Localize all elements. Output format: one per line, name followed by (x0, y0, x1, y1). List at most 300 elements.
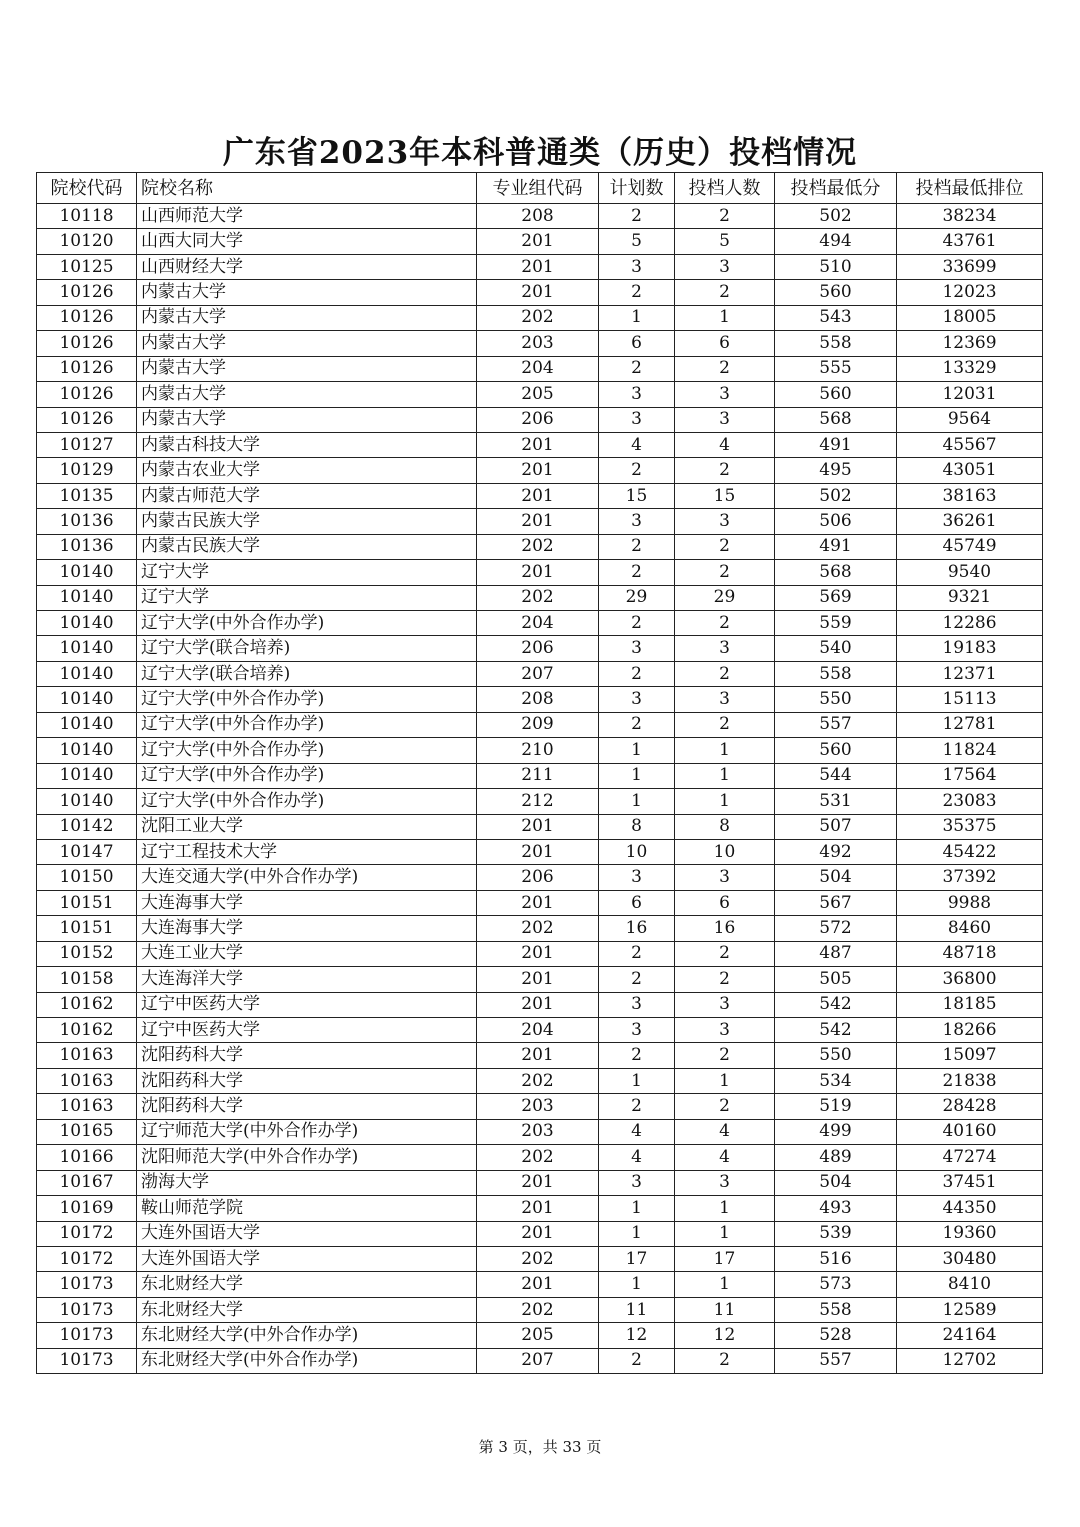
table-row (37, 992, 1043, 1017)
cell-group-code: 201 (477, 890, 599, 915)
cell-admitted-count: 1 (675, 1068, 775, 1093)
table-row (37, 1068, 1043, 1093)
table-row (37, 331, 1043, 356)
cell-school-code: 10140 (37, 763, 137, 788)
cell-plan-count: 1 (599, 738, 675, 763)
table-row (37, 483, 1043, 508)
cell-min-rank: 23083 (897, 789, 1043, 814)
cell-school-name: 大连外国语大学 (137, 1221, 477, 1246)
cell-school-code: 10126 (37, 280, 137, 305)
cell-plan-count: 3 (599, 687, 675, 712)
cell-group-code: 202 (477, 305, 599, 330)
cell-min-rank: 15097 (897, 1043, 1043, 1068)
cell-min-rank: 43761 (897, 229, 1043, 254)
cell-school-name: 辽宁工程技术大学 (137, 839, 477, 864)
cell-school-code: 10140 (37, 560, 137, 585)
cell-min-score: 531 (775, 789, 897, 814)
cell-group-code: 207 (477, 661, 599, 686)
cell-school-code: 10140 (37, 712, 137, 737)
cell-min-rank: 12031 (897, 382, 1043, 407)
cell-admitted-count: 17 (675, 1246, 775, 1271)
cell-min-rank: 9564 (897, 407, 1043, 432)
table-row (37, 407, 1043, 432)
cell-min-score: 504 (775, 865, 897, 890)
cell-min-rank: 9321 (897, 585, 1043, 610)
cell-group-code: 204 (477, 1018, 599, 1043)
cell-admitted-count: 2 (675, 941, 775, 966)
cell-min-score: 507 (775, 814, 897, 839)
cell-school-name: 大连工业大学 (137, 941, 477, 966)
table-row (37, 458, 1043, 483)
col-header-admitted-count: 投档人数 (675, 173, 775, 204)
cell-min-rank: 21838 (897, 1068, 1043, 1093)
cell-plan-count: 1 (599, 789, 675, 814)
cell-plan-count: 2 (599, 280, 675, 305)
cell-school-name: 辽宁大学(中外合作办学) (137, 763, 477, 788)
cell-school-name: 大连交通大学(中外合作办学) (137, 865, 477, 890)
table-row (37, 280, 1043, 305)
cell-plan-count: 4 (599, 1119, 675, 1144)
cell-school-code: 10136 (37, 509, 137, 534)
cell-plan-count: 3 (599, 865, 675, 890)
cell-min-rank: 47274 (897, 1145, 1043, 1170)
cell-admitted-count: 6 (675, 331, 775, 356)
cell-school-name: 东北财经大学(中外合作办学) (137, 1348, 477, 1373)
col-header-min-rank: 投档最低排位 (897, 173, 1043, 204)
cell-school-code: 10140 (37, 687, 137, 712)
cell-group-code: 204 (477, 611, 599, 636)
cell-min-rank: 12023 (897, 280, 1043, 305)
cell-plan-count: 2 (599, 941, 675, 966)
cell-group-code: 201 (477, 941, 599, 966)
cell-min-score: 572 (775, 916, 897, 941)
cell-school-code: 10166 (37, 1145, 137, 1170)
cell-min-rank: 38234 (897, 204, 1043, 229)
cell-group-code: 206 (477, 865, 599, 890)
cell-school-code: 10126 (37, 331, 137, 356)
table-row (37, 585, 1043, 610)
table-row (37, 611, 1043, 636)
cell-group-code: 201 (477, 992, 599, 1017)
cell-admitted-count: 1 (675, 763, 775, 788)
cell-plan-count: 10 (599, 839, 675, 864)
cell-admitted-count: 4 (675, 432, 775, 457)
cell-min-score: 491 (775, 534, 897, 559)
cell-school-name: 内蒙古师范大学 (137, 483, 477, 508)
cell-school-code: 10140 (37, 636, 137, 661)
cell-min-rank: 13329 (897, 356, 1043, 381)
cell-group-code: 204 (477, 356, 599, 381)
cell-admitted-count: 3 (675, 1170, 775, 1195)
cell-school-name: 内蒙古大学 (137, 356, 477, 381)
cell-min-rank: 36261 (897, 509, 1043, 534)
cell-school-name: 大连外国语大学 (137, 1246, 477, 1271)
cell-group-code: 205 (477, 382, 599, 407)
table-row (37, 1145, 1043, 1170)
cell-group-code: 201 (477, 280, 599, 305)
table-body (37, 204, 1043, 1374)
cell-min-score: 557 (775, 712, 897, 737)
cell-school-name: 辽宁大学(联合培养) (137, 636, 477, 661)
cell-min-score: 505 (775, 967, 897, 992)
cell-group-code: 201 (477, 483, 599, 508)
cell-min-score: 567 (775, 890, 897, 915)
page-footer: 第 3 页，共 33 页 (478, 1438, 602, 1456)
table-row (37, 1170, 1043, 1195)
cell-admitted-count: 3 (675, 254, 775, 279)
table-row (37, 941, 1043, 966)
cell-school-name: 辽宁大学(中外合作办学) (137, 738, 477, 763)
cell-min-rank: 8410 (897, 1272, 1043, 1297)
cell-group-code: 208 (477, 204, 599, 229)
cell-admitted-count: 2 (675, 661, 775, 686)
cell-group-code: 202 (477, 585, 599, 610)
cell-min-rank: 33699 (897, 254, 1043, 279)
table-row (37, 1043, 1043, 1068)
cell-min-rank: 48718 (897, 941, 1043, 966)
table-row (37, 1119, 1043, 1144)
cell-school-name: 内蒙古科技大学 (137, 432, 477, 457)
cell-plan-count: 1 (599, 1221, 675, 1246)
cell-group-code: 203 (477, 331, 599, 356)
cell-min-score: 542 (775, 1018, 897, 1043)
cell-min-score: 550 (775, 687, 897, 712)
cell-group-code: 202 (477, 1145, 599, 1170)
cell-group-code: 201 (477, 1170, 599, 1195)
cell-admitted-count: 1 (675, 1196, 775, 1221)
cell-school-name: 沈阳药科大学 (137, 1094, 477, 1119)
cell-admitted-count: 11 (675, 1297, 775, 1322)
cell-group-code: 201 (477, 1043, 599, 1068)
cell-min-rank: 40160 (897, 1119, 1043, 1144)
cell-min-rank: 45749 (897, 534, 1043, 559)
cell-group-code: 201 (477, 458, 599, 483)
col-header-school-name: 院校名称 (137, 173, 477, 204)
cell-min-score: 506 (775, 509, 897, 534)
cell-school-code: 10140 (37, 585, 137, 610)
cell-plan-count: 16 (599, 916, 675, 941)
table-row (37, 865, 1043, 890)
cell-min-rank: 19183 (897, 636, 1043, 661)
cell-admitted-count: 3 (675, 992, 775, 1017)
cell-plan-count: 3 (599, 382, 675, 407)
cell-min-rank: 45567 (897, 432, 1043, 457)
cell-plan-count: 15 (599, 483, 675, 508)
cell-min-rank: 18005 (897, 305, 1043, 330)
cell-school-code: 10173 (37, 1348, 137, 1373)
cell-group-code: 201 (477, 967, 599, 992)
cell-admitted-count: 2 (675, 458, 775, 483)
cell-group-code: 206 (477, 407, 599, 432)
cell-min-score: 504 (775, 1170, 897, 1195)
table-row (37, 890, 1043, 915)
cell-school-code: 10173 (37, 1323, 137, 1348)
cell-school-name: 内蒙古农业大学 (137, 458, 477, 483)
cell-school-code: 10129 (37, 458, 137, 483)
cell-admitted-count: 8 (675, 814, 775, 839)
cell-admitted-count: 4 (675, 1119, 775, 1144)
cell-admitted-count: 2 (675, 1094, 775, 1119)
cell-admitted-count: 3 (675, 865, 775, 890)
cell-min-score: 516 (775, 1246, 897, 1271)
cell-admitted-count: 3 (675, 407, 775, 432)
cell-admitted-count: 2 (675, 611, 775, 636)
col-header-plan-count: 计划数 (599, 173, 675, 204)
cell-min-rank: 12286 (897, 611, 1043, 636)
cell-admitted-count: 16 (675, 916, 775, 941)
cell-plan-count: 2 (599, 1043, 675, 1068)
cell-min-score: 568 (775, 407, 897, 432)
cell-min-rank: 37451 (897, 1170, 1043, 1195)
cell-plan-count: 29 (599, 585, 675, 610)
cell-min-score: 560 (775, 738, 897, 763)
cell-min-score: 499 (775, 1119, 897, 1144)
cell-min-score: 539 (775, 1221, 897, 1246)
cell-min-rank: 24164 (897, 1323, 1043, 1348)
cell-admitted-count: 29 (675, 585, 775, 610)
cell-min-score: 573 (775, 1272, 897, 1297)
cell-plan-count: 6 (599, 331, 675, 356)
cell-group-code: 208 (477, 687, 599, 712)
cell-admitted-count: 2 (675, 560, 775, 585)
cell-min-rank: 12589 (897, 1297, 1043, 1322)
cell-school-code: 10158 (37, 967, 137, 992)
cell-plan-count: 2 (599, 1348, 675, 1373)
cell-plan-count: 17 (599, 1246, 675, 1271)
cell-school-name: 东北财经大学(中外合作办学) (137, 1323, 477, 1348)
cell-group-code: 207 (477, 1348, 599, 1373)
cell-plan-count: 1 (599, 1196, 675, 1221)
cell-school-code: 10163 (37, 1043, 137, 1068)
cell-school-code: 10126 (37, 382, 137, 407)
cell-admitted-count: 3 (675, 509, 775, 534)
cell-min-rank: 12702 (897, 1348, 1043, 1373)
cell-plan-count: 2 (599, 611, 675, 636)
cell-school-name: 辽宁大学(中外合作办学) (137, 611, 477, 636)
cell-group-code: 201 (477, 560, 599, 585)
cell-school-code: 10126 (37, 356, 137, 381)
cell-admitted-count: 1 (675, 738, 775, 763)
table-row (37, 1221, 1043, 1246)
cell-min-score: 555 (775, 356, 897, 381)
cell-group-code: 201 (477, 1196, 599, 1221)
table-row (37, 1196, 1043, 1221)
cell-min-score: 542 (775, 992, 897, 1017)
cell-school-code: 10136 (37, 534, 137, 559)
cell-school-code: 10118 (37, 204, 137, 229)
cell-admitted-count: 1 (675, 1272, 775, 1297)
cell-plan-count: 3 (599, 407, 675, 432)
cell-school-name: 辽宁大学 (137, 585, 477, 610)
cell-min-rank: 35375 (897, 814, 1043, 839)
cell-admitted-count: 5 (675, 229, 775, 254)
table-row (37, 560, 1043, 585)
cell-min-score: 550 (775, 1043, 897, 1068)
table-row (37, 916, 1043, 941)
cell-plan-count: 12 (599, 1323, 675, 1348)
cell-group-code: 201 (477, 839, 599, 864)
cell-school-code: 10140 (37, 611, 137, 636)
cell-school-name: 辽宁大学(中外合作办学) (137, 712, 477, 737)
cell-school-name: 沈阳药科大学 (137, 1068, 477, 1093)
cell-min-rank: 9540 (897, 560, 1043, 585)
cell-plan-count: 2 (599, 661, 675, 686)
cell-school-code: 10126 (37, 407, 137, 432)
cell-plan-count: 4 (599, 1145, 675, 1170)
cell-school-code: 10142 (37, 814, 137, 839)
cell-school-code: 10126 (37, 305, 137, 330)
cell-min-rank: 17564 (897, 763, 1043, 788)
cell-school-code: 10147 (37, 839, 137, 864)
table-row (37, 789, 1043, 814)
table-row (37, 1018, 1043, 1043)
cell-min-rank: 18185 (897, 992, 1043, 1017)
table-row (37, 661, 1043, 686)
cell-school-code: 10162 (37, 992, 137, 1017)
cell-min-score: 540 (775, 636, 897, 661)
cell-min-score: 558 (775, 661, 897, 686)
cell-school-name: 辽宁中医药大学 (137, 1018, 477, 1043)
cell-school-name: 内蒙古大学 (137, 331, 477, 356)
cell-school-code: 10172 (37, 1221, 137, 1246)
cell-plan-count: 2 (599, 356, 675, 381)
table-row (37, 204, 1043, 229)
cell-min-rank: 8460 (897, 916, 1043, 941)
table-row (37, 305, 1043, 330)
cell-school-name: 大连海事大学 (137, 916, 477, 941)
cell-school-name: 内蒙古大学 (137, 382, 477, 407)
cell-group-code: 201 (477, 1221, 599, 1246)
cell-school-name: 辽宁大学 (137, 560, 477, 585)
cell-school-name: 辽宁大学(联合培养) (137, 661, 477, 686)
cell-min-rank: 11824 (897, 738, 1043, 763)
cell-min-rank: 12781 (897, 712, 1043, 737)
col-header-group-code: 专业组代码 (477, 173, 599, 204)
cell-admitted-count: 3 (675, 1018, 775, 1043)
cell-min-rank: 30480 (897, 1246, 1043, 1271)
table-row (37, 763, 1043, 788)
table-row (37, 738, 1043, 763)
cell-min-rank: 28428 (897, 1094, 1043, 1119)
table-row (37, 254, 1043, 279)
cell-min-score: 492 (775, 839, 897, 864)
cell-group-code: 210 (477, 738, 599, 763)
col-header-school-code: 院校代码 (37, 173, 137, 204)
cell-admitted-count: 12 (675, 1323, 775, 1348)
cell-school-code: 10163 (37, 1068, 137, 1093)
cell-min-score: 544 (775, 763, 897, 788)
cell-group-code: 202 (477, 1068, 599, 1093)
cell-group-code: 212 (477, 789, 599, 814)
cell-school-code: 10120 (37, 229, 137, 254)
cell-school-code: 10165 (37, 1119, 137, 1144)
cell-plan-count: 3 (599, 509, 675, 534)
cell-group-code: 203 (477, 1119, 599, 1144)
cell-min-rank: 15113 (897, 687, 1043, 712)
cell-admitted-count: 6 (675, 890, 775, 915)
cell-min-score: 487 (775, 941, 897, 966)
cell-plan-count: 2 (599, 967, 675, 992)
cell-min-rank: 36800 (897, 967, 1043, 992)
cell-group-code: 201 (477, 254, 599, 279)
cell-school-name: 内蒙古民族大学 (137, 509, 477, 534)
cell-school-code: 10135 (37, 483, 137, 508)
cell-admitted-count: 2 (675, 204, 775, 229)
cell-school-name: 沈阳药科大学 (137, 1043, 477, 1068)
cell-school-name: 渤海大学 (137, 1170, 477, 1195)
cell-group-code: 205 (477, 1323, 599, 1348)
cell-admitted-count: 1 (675, 1221, 775, 1246)
cell-school-code: 10152 (37, 941, 137, 966)
cell-group-code: 209 (477, 712, 599, 737)
cell-school-name: 内蒙古大学 (137, 305, 477, 330)
cell-school-name: 沈阳工业大学 (137, 814, 477, 839)
cell-school-name: 东北财经大学 (137, 1297, 477, 1322)
table-row (37, 1323, 1043, 1348)
cell-min-score: 495 (775, 458, 897, 483)
cell-school-code: 10140 (37, 661, 137, 686)
cell-min-score: 560 (775, 280, 897, 305)
cell-plan-count: 1 (599, 763, 675, 788)
cell-min-score: 494 (775, 229, 897, 254)
table-row (37, 229, 1043, 254)
cell-school-name: 辽宁大学(中外合作办学) (137, 789, 477, 814)
cell-school-code: 10173 (37, 1272, 137, 1297)
table-row (37, 534, 1043, 559)
cell-min-rank: 12371 (897, 661, 1043, 686)
cell-school-code: 10173 (37, 1297, 137, 1322)
cell-school-code: 10151 (37, 890, 137, 915)
table-row (37, 967, 1043, 992)
cell-school-name: 鞍山师范学院 (137, 1196, 477, 1221)
cell-min-score: 558 (775, 1297, 897, 1322)
cell-group-code: 201 (477, 509, 599, 534)
cell-school-name: 大连海事大学 (137, 890, 477, 915)
cell-min-rank: 44350 (897, 1196, 1043, 1221)
cell-group-code: 202 (477, 1297, 599, 1322)
cell-school-code: 10140 (37, 738, 137, 763)
cell-plan-count: 6 (599, 890, 675, 915)
cell-plan-count: 3 (599, 1170, 675, 1195)
table-header-row (37, 173, 1043, 204)
cell-min-score: 534 (775, 1068, 897, 1093)
table-row (37, 687, 1043, 712)
cell-school-name: 山西大同大学 (137, 229, 477, 254)
cell-min-score: 557 (775, 1348, 897, 1373)
cell-admitted-count: 2 (675, 280, 775, 305)
cell-min-rank: 43051 (897, 458, 1043, 483)
cell-group-code: 201 (477, 1272, 599, 1297)
cell-plan-count: 11 (599, 1297, 675, 1322)
cell-admitted-count: 3 (675, 636, 775, 661)
cell-school-code: 10125 (37, 254, 137, 279)
cell-min-score: 502 (775, 204, 897, 229)
table-row (37, 432, 1043, 457)
cell-plan-count: 4 (599, 432, 675, 457)
cell-plan-count: 1 (599, 305, 675, 330)
cell-admitted-count: 15 (675, 483, 775, 508)
table-row (37, 839, 1043, 864)
cell-group-code: 211 (477, 763, 599, 788)
cell-admitted-count: 3 (675, 687, 775, 712)
cell-admitted-count: 10 (675, 839, 775, 864)
cell-group-code: 201 (477, 432, 599, 457)
cell-plan-count: 5 (599, 229, 675, 254)
cell-admitted-count: 2 (675, 356, 775, 381)
table-row (37, 1348, 1043, 1373)
cell-school-name: 山西师范大学 (137, 204, 477, 229)
cell-admitted-count: 4 (675, 1145, 775, 1170)
